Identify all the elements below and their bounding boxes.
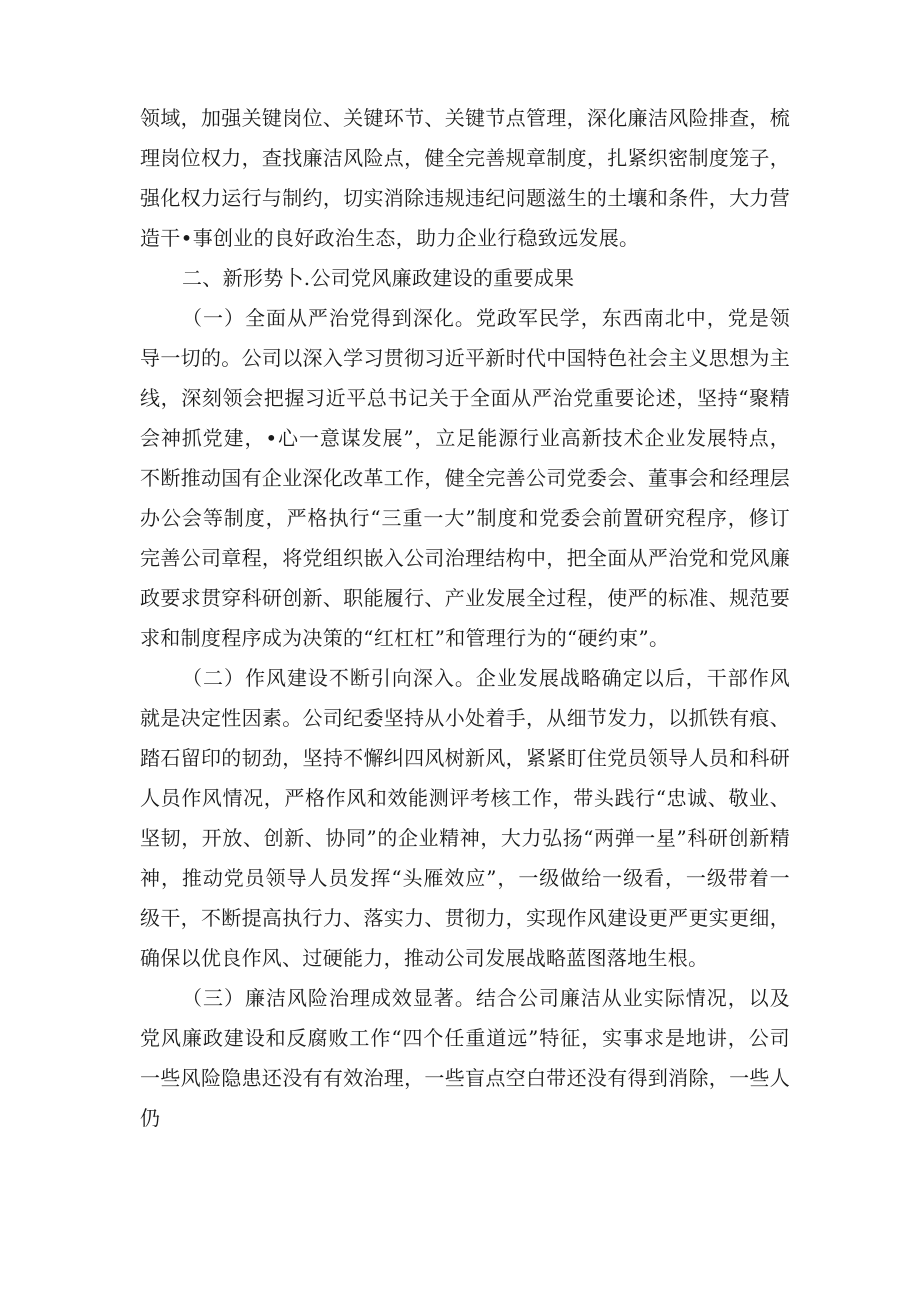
paragraph-two: （二）作风建设不断引向深入。企业发展战略确定以后，干部作风就是决定性因素。公司纪委坚持从小处着手，从细节发力，以抓铁有痕、踏石留印的韧劲，坚持不懈纠四风树新风，紧紧盯住党员领导人员和科研人员作风情况，严格作风和效能测评考核工作，带头践行“忠诚、敬业、坚韧，开放、创新、协同”的企业精神，大力弘扬“两弹一星”科研创新精神，推动党员领导人员发挥“头雁效应”，一级做给一级看，一级带着一级干，不断提高执行力、落实力、贯彻力，实现作风建设更严更实更细，确保以优良作风、过硬能力，推动公司发展战略蓝图落地生根。 xyxy=(140,666,790,970)
document-body xyxy=(140,98,790,1138)
paragraph-continuation: 领域，加强关键岗位、关键环节、关键节点管理，深化廉洁风险排查，梳理岗位权力，查找廉洁风险点，健全完善规章制度，扎紧织密制度笼子，强化权力运行与制约，切实消除违规违纪问题滋生的土壤和条件，大力营造干•事创业的良好政治生态，助力企业行稳致远发展。 xyxy=(140,106,790,250)
section-heading: 二、新形势卜.公司党风廉政建设的重要成果 xyxy=(182,266,575,290)
paragraph-one: （一）全面从严治党得到深化。党政军民学，东西南北中，党是领导一切的。公司以深入学习贯彻习近平新时代中国特色社会主义思想为主线，深刻领会把握习近平总书记关于全面从严治党重要论述，坚持“聚精会神抓党建，•心一意谋发展”，立足能源行业高新技术企业发展特点，不断推动国有企业深化改革工作，健全完善公司党委会、董事会和经理层办公会等制度，严格执行“三重一大”制度和党委会前置研究程序，修订完善公司章程，将党组织嵌入公司治理结构中，把全面从严治党和党风廉政要求贯穿科研创新、职能履行、产业发展全过程，使严的标准、规范要求和制度程序成为决策的“红杠杠”和管理行为的“硬约束”。 xyxy=(140,306,790,650)
paragraph-three: （三）廉洁风险治理成效显著。结合公司廉洁从业实际情况，以及党风廉政建设和反腐败工作“四个任重道远”特征，实事求是地讲，公司一些风险隐患还没有有效治理，一些盲点空白带还没有得到消除，一些人仍 xyxy=(140,986,790,1130)
